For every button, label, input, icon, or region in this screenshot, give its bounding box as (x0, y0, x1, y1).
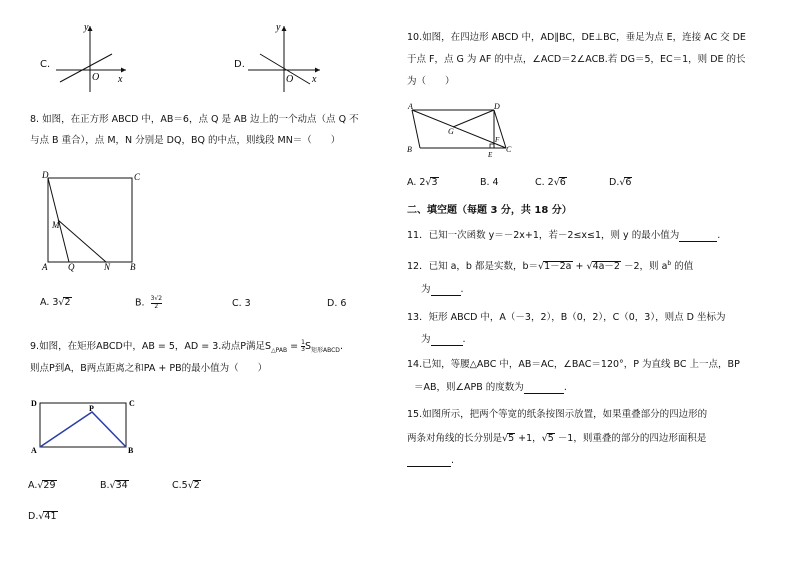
q10-text-line2: 于点 F，点 G 为 AF 的中点，∠ACD＝2∠ACB.若 DG＝5，EC＝1，则 DE 的长 (407, 54, 746, 65)
q10-quadrilateral-figure (402, 102, 527, 162)
sqrt-symbol: √ (553, 177, 560, 188)
q7-option-c-graph (56, 24, 136, 94)
q8-option-d[interactable]: D. 6 (327, 298, 347, 309)
q9-option-d-radicand: 41 (44, 511, 57, 522)
q15-mid: +1， (515, 433, 542, 444)
q9-line1-end: . (339, 341, 343, 352)
sqrt-symbol: √ (38, 511, 45, 522)
q8-label-q: Q (68, 262, 75, 272)
q9-text-line1 (30, 340, 343, 354)
q14-line2: ＝AB，则∠APB 的度数为 . (414, 382, 567, 393)
q8-label-m: M (52, 220, 60, 230)
sqrt-symbol: √ (541, 433, 548, 444)
q13-answer-blank[interactable] (431, 335, 463, 346)
sqrt-symbol: √ (425, 177, 432, 188)
q9-rectangle-figure (28, 395, 143, 460)
q15-line2 (407, 433, 706, 445)
q9-text-line2: 则点P到A，B两点距离之和PA + PB的最小值为（ ） (30, 363, 268, 374)
q10-option-d-text: D. (609, 177, 620, 188)
q11-text: 11．已知一次函数 y＝－2x+1，若－2≤x≤1，则 y 的最小值为 . (407, 230, 721, 241)
q10-option-c-radicand: 6 (559, 177, 566, 188)
q7d-origin-label: O (286, 74, 294, 85)
q8-option-a[interactable] (40, 297, 72, 309)
q7d-y-label: y (276, 22, 281, 33)
sqrt-symbol: √ (58, 297, 65, 308)
q10-option-a-text: A. 2 (407, 177, 426, 188)
q9-label-b: B (128, 446, 134, 455)
q8-label-n: N (104, 262, 111, 272)
q10-label-e: E (488, 151, 493, 159)
q8-option-b-numerator: 3√2 (150, 295, 163, 302)
q9-label-p: P (89, 404, 94, 413)
q8-label-a: A (42, 262, 48, 272)
q10-text-line1: 10.如图，在四边形 ABCD 中，AD∥BC，DE⊥BC，垂足为点 E，连接 AC 交 DE (407, 32, 746, 43)
q12-pre: 12．已知 a，b 都是实数，b＝ (407, 261, 539, 273)
q10-option-a-radicand: 3 (431, 177, 438, 188)
q9-option-c-radicand: 2 (193, 480, 200, 491)
sqrt-symbol: √ (619, 177, 626, 188)
q8-text-line1: 8. 如图，在正方形 ABCD 中，AB＝6，点 Q 是 AB 边上的一个动点（点 Q 不 (30, 114, 359, 125)
q12-line2: 为 . (421, 284, 464, 295)
q8-option-a-radicand: 2 (64, 297, 71, 308)
q12-answer-blank[interactable] (431, 285, 461, 296)
q12-post: －2，则 a (620, 261, 668, 273)
q9-label-a: A (31, 446, 37, 455)
q9-option-c-text: C.5 (172, 480, 188, 491)
q9-option-d[interactable] (28, 511, 58, 523)
q7c-y-label: y (84, 22, 89, 33)
q8-option-a-text: A. 3 (40, 297, 59, 308)
sqrt-symbol: √ (538, 261, 545, 273)
q8-label-c: C (134, 172, 141, 182)
q8-option-b-denominator: 2 (154, 302, 159, 310)
q9-frac-num: 1 (301, 339, 305, 346)
sqrt-symbol: √ (109, 480, 116, 491)
q13-line2: 为 . (421, 334, 466, 345)
q15-line3: . (407, 456, 454, 467)
q13-line2-text: 为 (421, 334, 431, 345)
q8-text-line2: 与点 B 重合），点 M，N 分别是 DQ，BQ 的中点，则线段 MN＝（ ） (30, 135, 341, 146)
q9-option-d-text: D. (28, 511, 39, 522)
q12-line1 (407, 261, 693, 273)
q11-text-content: 11．已知一次函数 y＝－2x+1，若－2≤x≤1，则 y 的最小值为 (407, 230, 680, 241)
q11-answer-blank[interactable] (679, 231, 717, 242)
q9-sub-pab: △PAB (271, 346, 288, 354)
q9-option-c[interactable] (172, 480, 201, 492)
q10-option-a[interactable] (407, 177, 439, 189)
q15-radicand-2: 5 (547, 433, 554, 444)
q10-option-c[interactable] (535, 177, 567, 189)
q9-frac-den: 3 (301, 346, 305, 353)
q9-option-b[interactable] (100, 480, 129, 492)
q7-option-c-label: C. (40, 59, 51, 70)
q15-answer-blank[interactable] (407, 456, 451, 467)
q8-option-c[interactable]: C. 3 (232, 298, 251, 309)
q15-radicand-1: 5 (508, 433, 515, 444)
q9-option-a-text: A. (28, 480, 38, 491)
q14-line2-text: ＝AB，则∠APB 的度数为 (414, 382, 524, 393)
q13-line1: 13．矩形 ABCD 中，A（－3，2），B（0，2），C（0，3），则点 D 坐标为 (407, 312, 726, 323)
sqrt-symbol: √ (502, 433, 509, 444)
q7c-origin-label: O (92, 72, 100, 83)
q12-radicand-1: 1－2a (544, 261, 572, 273)
q10-label-b: B (407, 145, 412, 154)
q9-label-c: C (129, 399, 135, 408)
sqrt-symbol: √ (586, 261, 593, 273)
q14-line1: 14.已知，等腰△ABC 中，AB＝AC，∠BAC＝120°，P 为直线 BC 上一点，BP (407, 359, 740, 370)
q9-option-b-radicand: 34 (115, 480, 128, 491)
q10-option-d[interactable] (609, 177, 632, 189)
q9-line1-pre: 9.如图，在矩形ABCD中，AB = 5，AD = 3.动点P满足S (30, 341, 272, 352)
q10-option-d-radicand: 6 (625, 177, 632, 188)
q9-option-a[interactable] (28, 480, 57, 492)
q8-label-d: D (42, 170, 49, 180)
q12-mid: + (572, 261, 587, 273)
q14-answer-blank[interactable] (524, 383, 564, 394)
q9-eq: = (287, 341, 302, 352)
q7-option-d-label: D. (234, 59, 245, 70)
q12-radicand-2: 4a－2 (592, 261, 620, 273)
q10-label-c: C (506, 145, 512, 154)
q9-sub-rect: 矩形ABCD (311, 346, 340, 354)
q10-option-b[interactable]: B. 4 (480, 177, 499, 188)
q10-label-a: A (408, 102, 413, 111)
q12-line2-text: 为 (421, 284, 431, 295)
q8-option-b[interactable] (135, 296, 162, 310)
q10-text-line3: 为（ ） (407, 76, 455, 87)
q9-option-b-text: B. (100, 480, 110, 491)
q8-label-b: B (130, 262, 136, 272)
q9-line1-post: S (304, 341, 311, 352)
q9-option-a-radicand: 29 (43, 480, 56, 491)
q7c-x-label: x (118, 74, 123, 85)
q15-line1: 15.如图所示，把两个等宽的纸条按图示放置，如果重叠部分的四边形的 (407, 409, 708, 420)
sqrt-symbol: √ (37, 480, 44, 491)
q8-option-b-text: B. (135, 297, 145, 309)
sqrt-symbol: √ (187, 480, 194, 491)
q10-option-c-text: C. 2 (535, 177, 554, 188)
q10-label-f: F (495, 136, 500, 144)
q8-square-figure (40, 170, 150, 280)
q10-label-d: D (494, 102, 500, 111)
section-2-title: 二、填空题（每题 3 分，共 18 分） (407, 205, 572, 216)
q9-label-d: D (31, 399, 37, 408)
q15-post: －1，则重叠的部分的四边形面积是 (554, 433, 707, 444)
q7d-x-label: x (312, 74, 317, 85)
q7-option-d-graph (248, 24, 328, 94)
q10-label-g: G (448, 127, 454, 136)
q12-superscript: b (667, 260, 672, 267)
q12-end: 的值 (671, 261, 694, 273)
q15-line2-pre: 两条对角线的长分别是 (407, 433, 503, 444)
